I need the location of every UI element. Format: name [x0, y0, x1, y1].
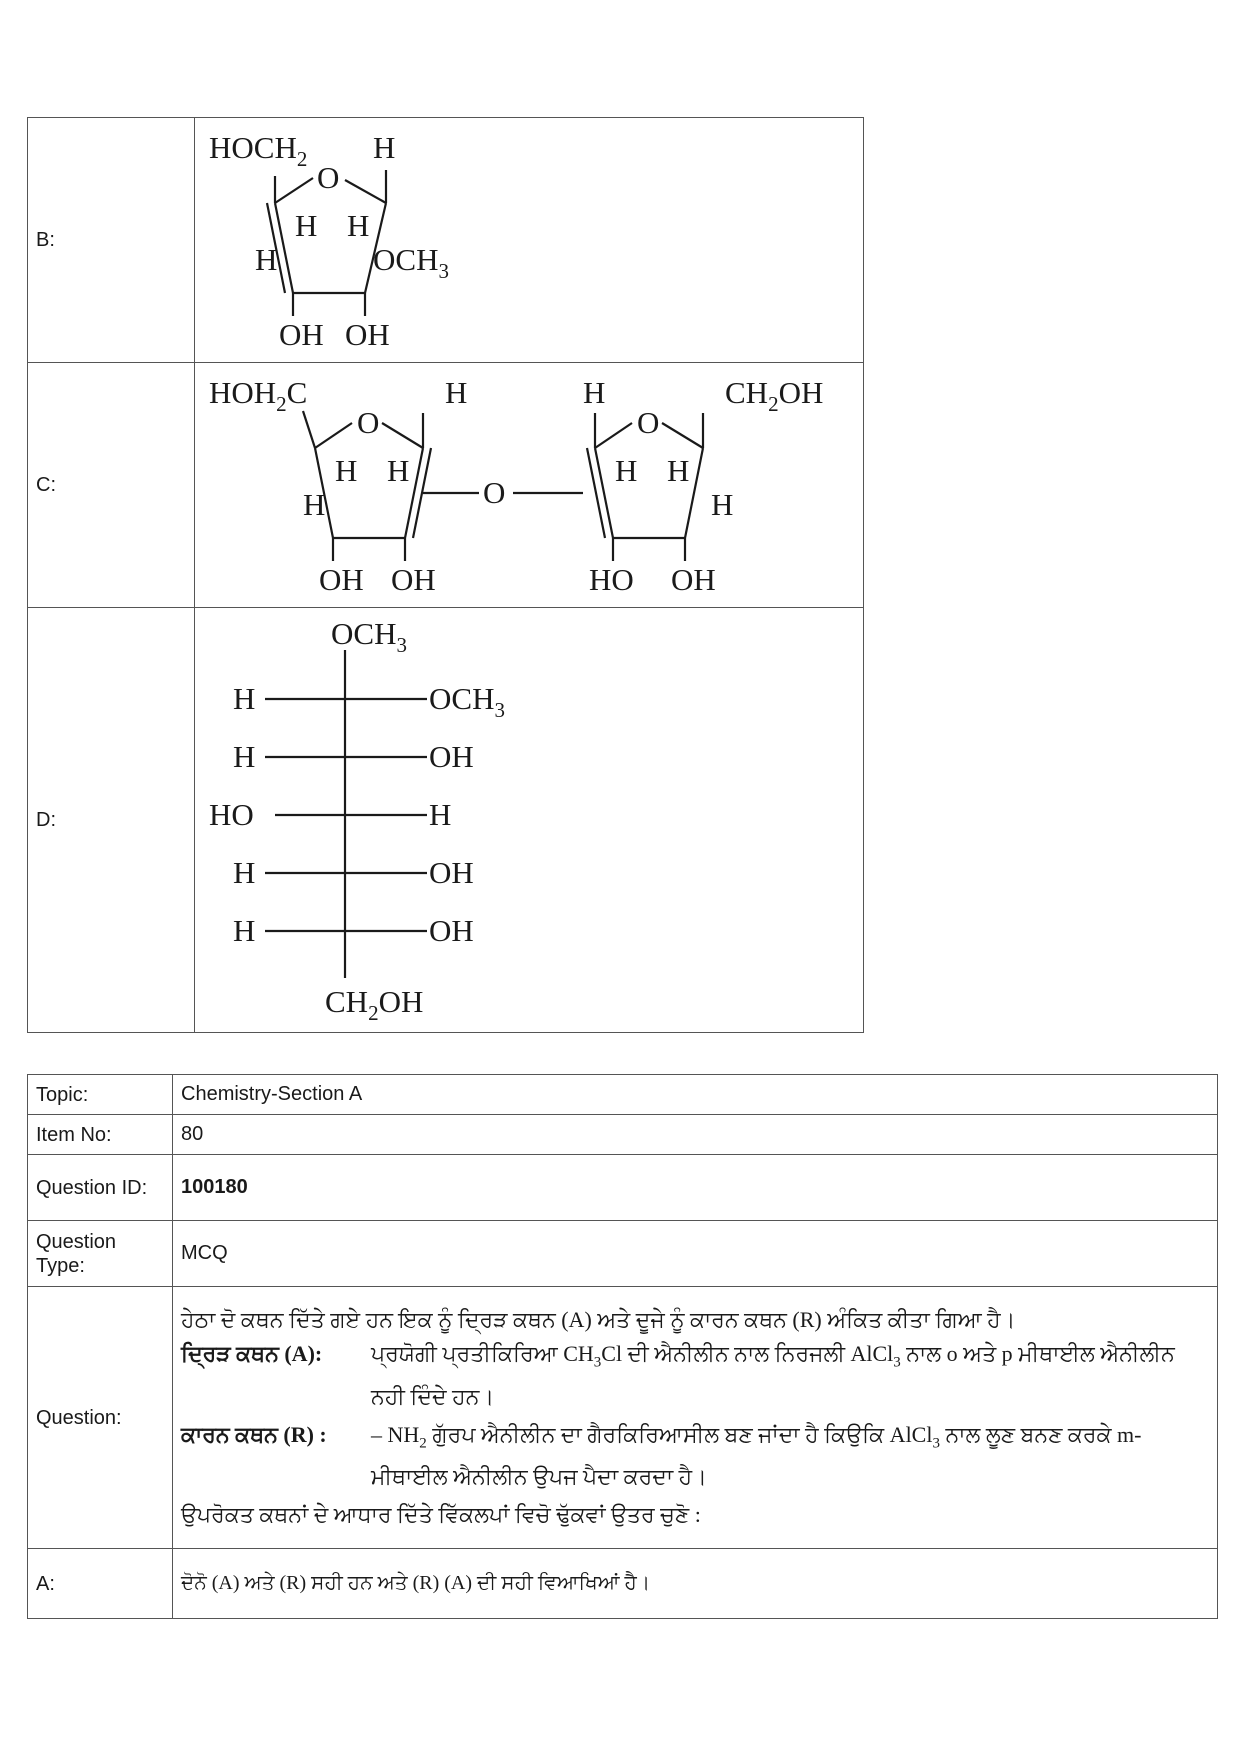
- assertion-label: ਦ੍ਰਿੜ ਕਥਨ (A):: [181, 1341, 323, 1367]
- option-row-d: [28, 608, 864, 1033]
- chem-label: H: [233, 739, 256, 774]
- chem-label: HOH: [209, 375, 277, 410]
- chem-label: OH: [391, 562, 436, 597]
- option-row-c: [28, 363, 864, 608]
- topic-label: Topic:: [28, 1075, 173, 1115]
- chem-label: OCH: [373, 242, 439, 277]
- options-table: [27, 117, 864, 1033]
- item-row: [28, 1115, 1218, 1155]
- question-meta-table: [27, 1074, 1218, 1619]
- topic-value: Chemistry-Section A: [173, 1075, 1218, 1115]
- svg-text:HOCH2: $HOCH_2$: [209, 130, 308, 171]
- chem-label: H: [233, 855, 256, 890]
- chem-label: H: [347, 208, 370, 243]
- reason-label: ਕਾਰਨ ਕਥਨ (R) :: [181, 1421, 327, 1447]
- svg-text:OCH3: $OCH_3$: [373, 242, 449, 283]
- item-value: 80: [173, 1115, 1218, 1155]
- question-body: [173, 1287, 1218, 1549]
- question-label: Question:: [28, 1287, 173, 1549]
- option-figure: [195, 608, 864, 1033]
- chem-label: OH: [429, 739, 474, 774]
- question-id-label: Question ID:: [28, 1155, 173, 1221]
- option-figure: [195, 363, 864, 608]
- question-intro: ਹੇਠਾ ਦੋ ਕਥਨ ਦਿੱਤੇ ਗਏ ਹਨ ਇਕ ਨੂੰ ਦ੍ਰਿੜ ਕਥਨ (A) ਅਤੇ ਦੂਜੇ ਨੂੰ ਕਾਰਨ ਕਥਨ (R) ਅੰਕਿਤ ਕੀਤਾ ਗਿਆ ਹੈ।: [181, 1307, 1016, 1333]
- chem-label: OCH: [331, 616, 397, 651]
- chem-label: H: [233, 681, 256, 716]
- option-label: D:: [28, 608, 195, 1033]
- chem-label: H: [583, 375, 606, 410]
- question-row: [28, 1287, 1218, 1549]
- option-label: B:: [28, 118, 195, 363]
- chem-label: O: [317, 160, 340, 195]
- chem-label: H: [615, 453, 638, 488]
- option-row-b: [28, 118, 864, 363]
- chem-label: H: [387, 453, 410, 488]
- option-figure: [195, 118, 864, 363]
- chem-label: OH: [429, 855, 474, 890]
- chem-label: OH: [319, 562, 364, 597]
- chem-label: H: [233, 913, 256, 948]
- chem-label: H: [445, 375, 468, 410]
- answer-text: ਦੋਨੋ (A) ਅਤੇ (R) ਸਹੀ ਹਨ ਅਤੇ (R) (A) ਦੀ ਸਹੀ ਵਿਆਖਿਆਂ ਹੈ।: [173, 1549, 1218, 1619]
- chem-label: O: [637, 405, 660, 440]
- chem-label: CH: [725, 375, 769, 410]
- chem-label: H: [373, 130, 396, 165]
- disaccharide-structure-c: [195, 363, 863, 607]
- reason-text: – $NH_2$ ਗੁੱਰਪ ਐਨੀਲੀਨ ਦਾ ਗੈਰਕਿਰਿਆਸੀਲ ਬਣ ਜਾਂਦਾ ਹੈ ਕਿਉਕਿ AlCl$_3$ ਨਾਲ ਲੂਣ ਬਨਣ ਕਰਕੇ m-ਮੀਥਾਈਲ ਐਨੀਲੀਨ ਉਪਜ ਪੈਦਾ ਕਰਦਾ ਹੈ।: [371, 1421, 1142, 1489]
- chem-label: HO: [589, 562, 634, 597]
- svg-text:OCH3: $OCH_3$: [331, 616, 407, 657]
- chem-label: OH: [429, 913, 474, 948]
- chem-label: OCH: [429, 681, 495, 716]
- svg-text:CH2OH: $CH_2OH$: [725, 375, 824, 416]
- chem-label: H: [255, 242, 278, 277]
- question-closing: ਉਪਰੋਕਤ ਕਥਨਾਂ ਦੇ ਆਧਾਰ ਦਿੱਤੇ ਵਿੱਕਲਪਾਂ ਵਿਚੋ ਢੁੱਕਵਾਂ ਉਤਰ ਚੁਣੋ :: [181, 1501, 701, 1527]
- furanoside-structure-b: [195, 118, 863, 362]
- chem-label: HO: [209, 797, 254, 832]
- assertion-text: ਪ੍ਰਯੋਗੀ ਪ੍ਰਤੀਕਿਰਿਆ $CH_3Cl$ ਦੀ ਐਨੀਲੀਨ ਨਾਲ ਨਿਰਜਲੀ AlCl$_3$ ਨਾਲ o ਅਤੇ p ਮੀਥਾਈਲ ਐਨੀਲੀਨ ਨਹੀ ਦਿੰਦੇ ਹਨ।: [371, 1341, 1175, 1409]
- chem-label: H: [667, 453, 690, 488]
- reason-block: [181, 1418, 1209, 1494]
- assertion-block: [181, 1337, 1209, 1413]
- chem-label: O: [483, 475, 506, 510]
- chem-label: H: [335, 453, 358, 488]
- question-id-row: [28, 1155, 1218, 1221]
- chem-label: H: [295, 208, 318, 243]
- option-label: C:: [28, 363, 195, 608]
- item-label: Item No:: [28, 1115, 173, 1155]
- svg-text:CH2OH: $CH_2OH$: [325, 984, 424, 1025]
- answer-label: A:: [28, 1549, 173, 1619]
- answer-row: [28, 1549, 1218, 1619]
- fischer-projection-d: [195, 608, 863, 1032]
- chem-label: H: [303, 487, 326, 522]
- question-type-label: Question Type:: [28, 1221, 173, 1287]
- topic-row: [28, 1075, 1218, 1115]
- question-id-value: 100180: [173, 1155, 1218, 1221]
- chem-label: H: [711, 487, 734, 522]
- chem-label: CH: [325, 984, 369, 1019]
- svg-text:OCH3: $OCH_3$: [429, 681, 505, 722]
- chem-label: OH: [345, 317, 390, 352]
- question-type-value: MCQ: [173, 1221, 1218, 1287]
- chem-label: OH: [671, 562, 716, 597]
- question-type-row: [28, 1221, 1218, 1287]
- chem-label: HOCH: [209, 130, 297, 165]
- svg-text:HOH2C: $HOH_2C$: [209, 375, 308, 416]
- chem-label: OH: [279, 317, 324, 352]
- chem-label: H: [429, 797, 452, 832]
- chem-label: O: [357, 405, 380, 440]
